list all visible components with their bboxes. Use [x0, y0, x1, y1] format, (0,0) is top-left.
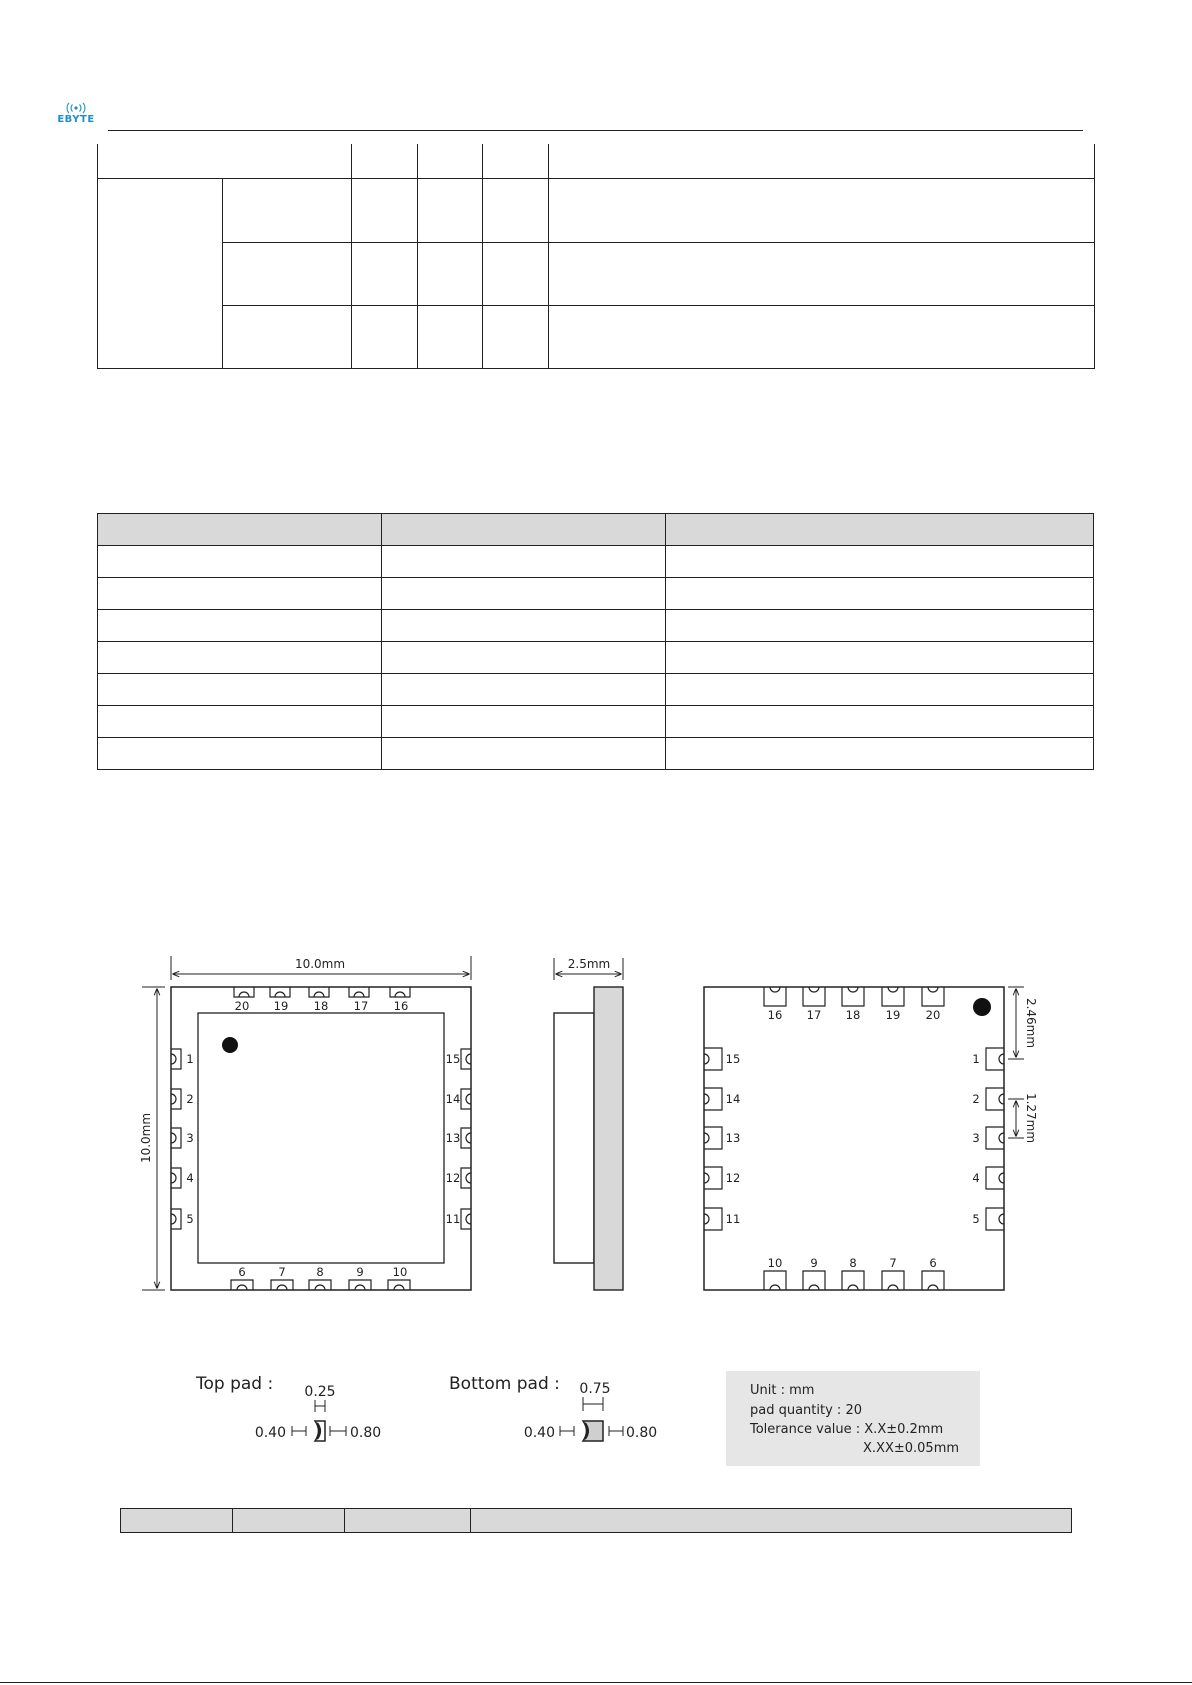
pin-label: 18	[845, 1008, 861, 1022]
bottom-view	[704, 987, 1038, 1290]
pin-label: 6	[929, 1256, 937, 1270]
bottom-pad-width-label: 0.75	[579, 1381, 611, 1397]
pin-label: 18	[313, 999, 329, 1013]
pin1-marker-dot	[973, 998, 991, 1016]
top-pad-detail	[195, 1374, 381, 1441]
pin-label: 4	[972, 1171, 980, 1185]
pin1-marker-dot	[222, 1037, 238, 1053]
bottom-pad-detail	[449, 1374, 657, 1441]
pin-label: 9	[810, 1256, 818, 1270]
pin-label: 12	[725, 1171, 741, 1185]
pin-label: 1	[186, 1052, 194, 1066]
table-header-cell	[471, 1509, 1072, 1533]
pin-label: 10	[767, 1256, 783, 1270]
pin-label: 17	[353, 999, 369, 1013]
unit-note: Unit : mm	[750, 1383, 815, 1398]
pin-label: 13	[725, 1131, 741, 1145]
top-view-height-label: 10.0mm	[139, 1112, 153, 1164]
bottom-pad-title: Bottom pad :	[449, 1374, 560, 1394]
side-view-thickness-label: 2.5mm	[567, 957, 611, 971]
pin-label: 8	[316, 1265, 324, 1279]
pin-label: 13	[445, 1131, 461, 1145]
spec-table-lower	[120, 1508, 1072, 1533]
tolerance-note-2: X.XX±0.05mm	[863, 1441, 960, 1456]
pad-quantity-note: pad quantity : 20	[750, 1403, 862, 1418]
pin-label: 3	[972, 1131, 980, 1145]
pin-label: 8	[849, 1256, 857, 1270]
pin-label: 2	[186, 1092, 194, 1106]
pin-label: 11	[725, 1212, 741, 1226]
pin-label: 2	[972, 1092, 980, 1106]
pin-label: 14	[725, 1092, 741, 1106]
footer-divider	[0, 1682, 1192, 1683]
top-view-width-label: 10.0mm	[294, 957, 346, 971]
pin-label: 12	[445, 1171, 461, 1185]
pin-label: 6	[238, 1265, 246, 1279]
side-view	[554, 957, 623, 1290]
pin-label: 4	[186, 1171, 194, 1185]
pin-label: 20	[925, 1008, 941, 1022]
top-pad-title: Top pad :	[196, 1374, 274, 1394]
edge-offset-label: 2.46mm	[1024, 997, 1038, 1049]
pin-label: 7	[278, 1265, 286, 1279]
top-view	[139, 956, 471, 1290]
pin-label: 1	[972, 1052, 980, 1066]
dimension-notes-box	[726, 1371, 980, 1466]
top-pad-width-label: 0.25	[304, 1384, 336, 1400]
pin-label: 16	[393, 999, 409, 1013]
pin-label: 15	[445, 1052, 461, 1066]
pin-label: 5	[972, 1212, 980, 1226]
pin-label: 19	[273, 999, 289, 1013]
pin-label: 9	[356, 1265, 364, 1279]
pin-pitch-label: 1.27mm	[1024, 1092, 1038, 1144]
pin-label: 7	[889, 1256, 897, 1270]
pin-label: 15	[725, 1052, 741, 1066]
bottom-pad-right-label: 0.80	[626, 1425, 658, 1441]
logo-text: EBYTE	[57, 114, 95, 125]
top-pad-left-label: 0.40	[254, 1425, 286, 1441]
pin-label: 3	[186, 1131, 194, 1145]
pin-label: 19	[885, 1008, 901, 1022]
pin-label: 11	[445, 1212, 461, 1226]
top-pad-right-label: 0.80	[350, 1425, 382, 1441]
bottom-pad-left-label: 0.40	[523, 1425, 555, 1441]
pin-label: 10	[392, 1265, 408, 1279]
pin-label: 14	[445, 1092, 461, 1106]
table-header-row	[121, 1509, 1072, 1533]
pin-label: 17	[806, 1008, 822, 1022]
table-header-cell	[233, 1509, 345, 1533]
table-header-cell	[121, 1509, 233, 1533]
table-header-cell	[345, 1509, 471, 1533]
pin-label: 20	[234, 999, 250, 1013]
tolerance-note: Tolerance value : X.X±0.2mm	[750, 1422, 944, 1437]
pin-label: 5	[186, 1212, 194, 1226]
pin-label: 16	[767, 1008, 783, 1022]
